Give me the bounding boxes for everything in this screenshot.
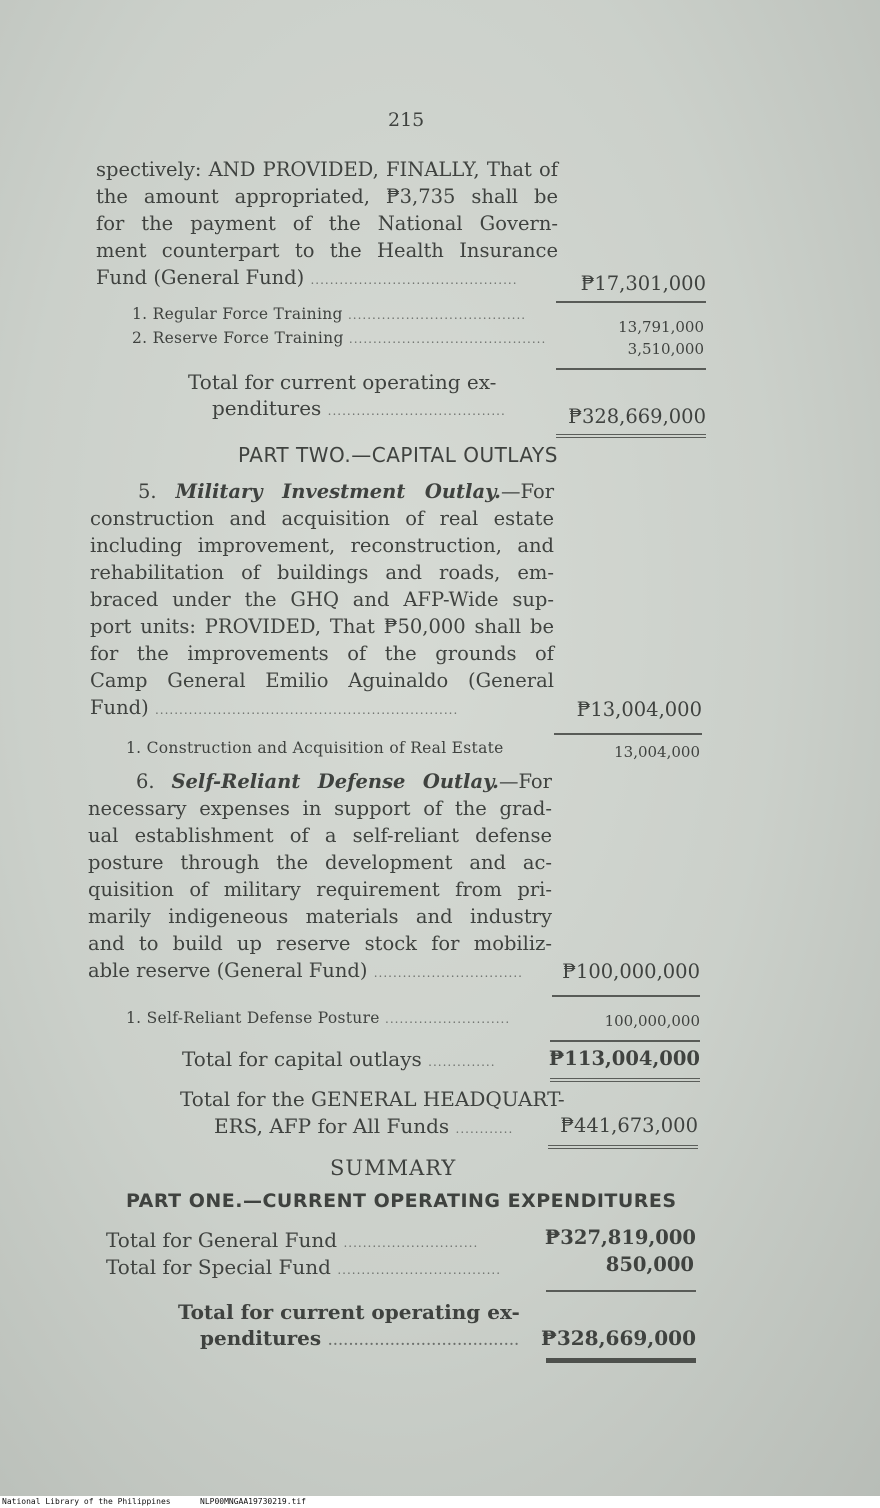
summary-heading: SUMMARY	[330, 1156, 457, 1180]
part-one-heading: PART ONE.—CURRENT OPERATING EXPENDITURES	[126, 1190, 677, 1212]
page-number: 215	[388, 109, 425, 131]
divider	[546, 1290, 696, 1292]
paragraph-line: quisition of military requirement from pri-	[88, 878, 552, 901]
paragraph-line: Fund) ...............................................................	[90, 696, 459, 719]
continuation-amount: ₱17,301,000	[580, 272, 706, 295]
part-two-heading: PART TWO.—CAPITAL OUTLAYS	[238, 443, 558, 467]
paragraph-line: Fund (General Fund) ...........................................	[96, 266, 518, 289]
summary-row-label: Total for General Fund ............................	[106, 1228, 479, 1252]
total-amount: ₱441,673,000	[560, 1114, 698, 1137]
divider	[552, 995, 700, 997]
paragraph-line: port units: PROVIDED, That ₱50,000 shall be	[90, 615, 554, 638]
total-amount: ₱328,669,000	[541, 1326, 696, 1350]
total-label: Total for current operating ex-	[178, 1300, 520, 1324]
divider	[556, 368, 706, 370]
double-rule	[550, 1078, 700, 1082]
paragraph-line: marily indigeneous materials and industry	[88, 905, 552, 928]
paragraph-line: for the improvements of the grounds of	[90, 642, 554, 665]
total-label: Total for capital outlays ..............	[182, 1047, 496, 1071]
paragraph-line: rehabilitation of buildings and roads, em-	[90, 561, 554, 584]
paragraph-line: braced under the GHQ and AFP-Wide sup-	[90, 588, 554, 611]
double-rule	[546, 1358, 696, 1363]
footer-library: National Library of the Philippines	[2, 1497, 171, 1506]
total-label: Total for current operating ex-	[188, 370, 497, 394]
total-label: ERS, AFP for All Funds ............	[214, 1114, 514, 1138]
line-item-amount: 13,791,000	[618, 318, 704, 336]
line-item-amount: 3,510,000	[627, 340, 704, 358]
divider	[550, 1040, 700, 1042]
paragraph-line: ment counterpart to the Health Insurance	[96, 239, 558, 262]
paragraph-line: construction and acquisition of real estate	[90, 507, 554, 530]
total-label: penditures .....................................	[212, 396, 506, 420]
section-5-amount: ₱13,004,000	[576, 698, 702, 721]
total-label: Total for the GENERAL HEADQUART-	[180, 1087, 565, 1111]
section-6-paragraph	[88, 768, 552, 987]
scan-footer	[0, 1496, 880, 1508]
line-item-label: 1. Regular Force Training .....................................	[132, 305, 527, 323]
paragraph-line: and to build up reserve stock for mobiliz-	[88, 932, 552, 955]
line-item-label: 1. Construction and Acquisition of Real Estate	[126, 739, 504, 757]
paragraph-line: for the payment of the National Govern-	[96, 212, 558, 235]
summary-row-label: Total for Special Fund ..................................	[106, 1255, 502, 1279]
line-item-amount: 13,004,000	[614, 743, 700, 761]
summary-row-amount: ₱327,819,000	[544, 1226, 696, 1249]
paragraph-line: the amount appropriated, ₱3,735 shall be	[96, 185, 558, 208]
section-title: Self-Reliant Defense Outlay.	[171, 770, 499, 793]
paragraph-line: Camp General Emilio Aguinaldo (General	[90, 669, 554, 692]
divider	[554, 733, 702, 735]
double-rule	[556, 434, 706, 438]
total-label: penditures .....................................	[200, 1326, 520, 1350]
paragraph-line: able reserve (General Fund) ...............................	[88, 959, 523, 982]
paragraph-line: ual establishment of a self-reliant defense	[88, 824, 552, 847]
line-item-label: 2. Reserve Force Training .........................................	[132, 329, 547, 347]
total-amount: ₱328,669,000	[568, 405, 706, 428]
paragraph-line: 5. Military Investment Outlay.—For	[138, 480, 555, 503]
summary-row-amount: 850,000	[605, 1253, 694, 1276]
line-item-label: 1. Self-Reliant Defense Posture ..........................	[126, 1009, 511, 1027]
footer-file: NLP00MNGAA19730219.tif	[200, 1497, 306, 1506]
section-6-amount: ₱100,000,000	[562, 960, 700, 983]
total-amount: ₱113,004,000	[548, 1047, 700, 1070]
paragraph-line: necessary expenses in support of the grad-	[88, 797, 552, 820]
continuation-paragraph	[96, 156, 558, 294]
line-item-amount: 100,000,000	[604, 1012, 700, 1030]
paragraph-line: including improvement, reconstruction, and	[90, 534, 554, 557]
section-title: Military Investment Outlay.	[175, 480, 501, 503]
divider	[556, 301, 706, 303]
paragraph-line: posture through the development and ac-	[88, 851, 552, 874]
paragraph-line: 6. Self-Reliant Defense Outlay.—For	[136, 770, 552, 793]
paragraph-line: spectively: AND PROVIDED, FINALLY, That of	[96, 158, 558, 181]
section-5-paragraph	[90, 478, 554, 724]
double-rule	[548, 1145, 698, 1149]
